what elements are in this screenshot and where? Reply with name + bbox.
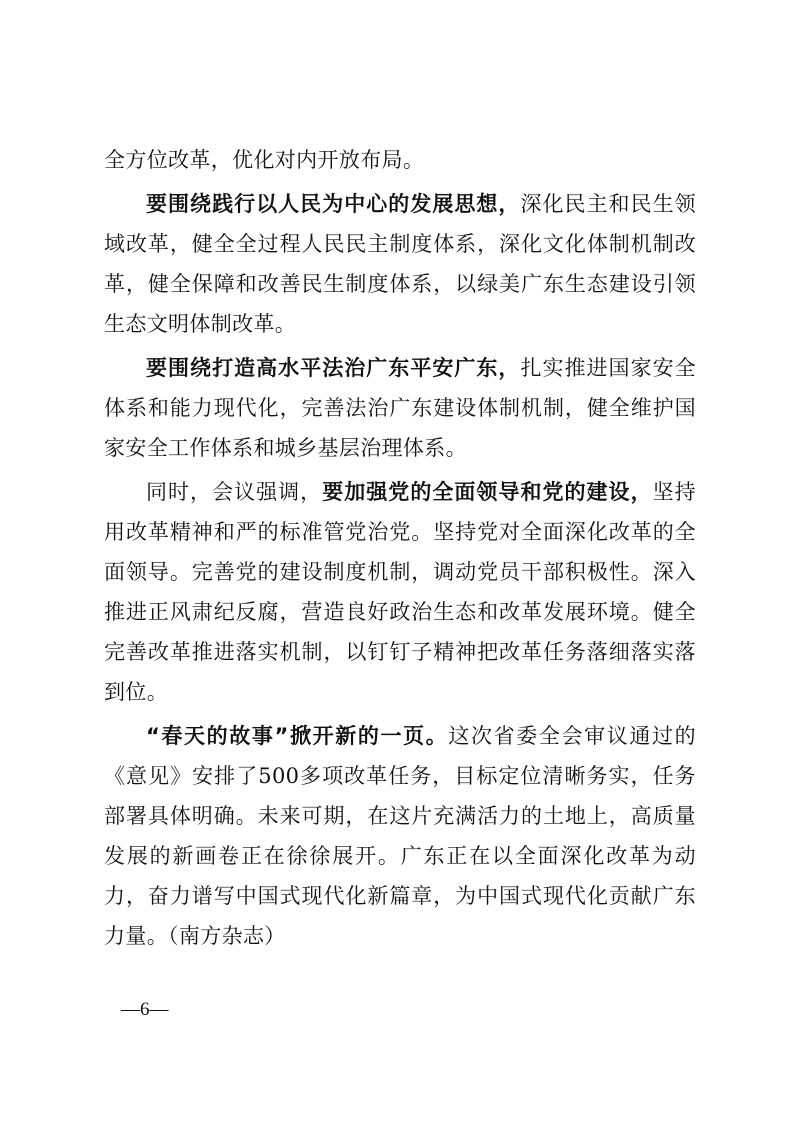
paragraph-text: 扎实推进国家安全体系和能力现代化，完善法治广东建设体制机制，健全维护国家安全工作体系和城乡基层治理体系。	[104, 356, 696, 460]
paragraph-spring-story	[104, 716, 696, 956]
article-body	[104, 140, 696, 960]
paragraph-people-centered	[104, 184, 696, 344]
paragraph-lead-bold: 要围绕践行以人民为中心的发展思想，	[146, 192, 521, 216]
paragraph-text: 全方位改革，优化对内开放布局。	[104, 148, 425, 172]
paragraph-continuation	[104, 140, 696, 180]
paragraph-party-leadership	[104, 472, 696, 712]
paragraph-rule-of-law	[104, 348, 696, 468]
paragraph-intro: 同时，会议强调，	[146, 480, 323, 504]
page-number: —6—	[121, 999, 169, 1020]
paragraph-text: 这次省委全会审议通过的《意见》安排了500多项改革任务，目标定位清晰务实，任务部署具体明确。未来可期，在这片充满活力的土地上，高质量发展的新画卷正在徐徐展开。广东正在以全面深化改革为动力，奋力谱写中国式现代化新篇章，为中国式现代化贡献广东力量。（南方杂志）	[104, 724, 696, 948]
paragraph-text: 深化民主和民生领域改革，健全全过程人民民主制度体系，深化文化体制机制改革，健全保障和改善民生制度体系，以绿美广东生态建设引领生态文明体制改革。	[104, 192, 696, 336]
paragraph-lead-bold: 要加强党的全面领导和党的建设，	[322, 480, 653, 504]
paragraph-lead-bold: “春天的故事”掀开新的一页。	[146, 724, 449, 748]
paragraph-lead-bold: 要围绕打造高水平法治广东平安广东，	[146, 356, 521, 380]
paragraph-text: 坚持用改革精神和严的标准管党治党。坚持党对全面深化改革的全面领导。完善党的建设制度机制，调动党员干部积极性。深入推进正风肃纪反腐，营造良好政治生态和改革发展环境。健全完善改革推进落实机制，以钉钉子精神把改革任务落细落实落到位。	[104, 480, 697, 704]
